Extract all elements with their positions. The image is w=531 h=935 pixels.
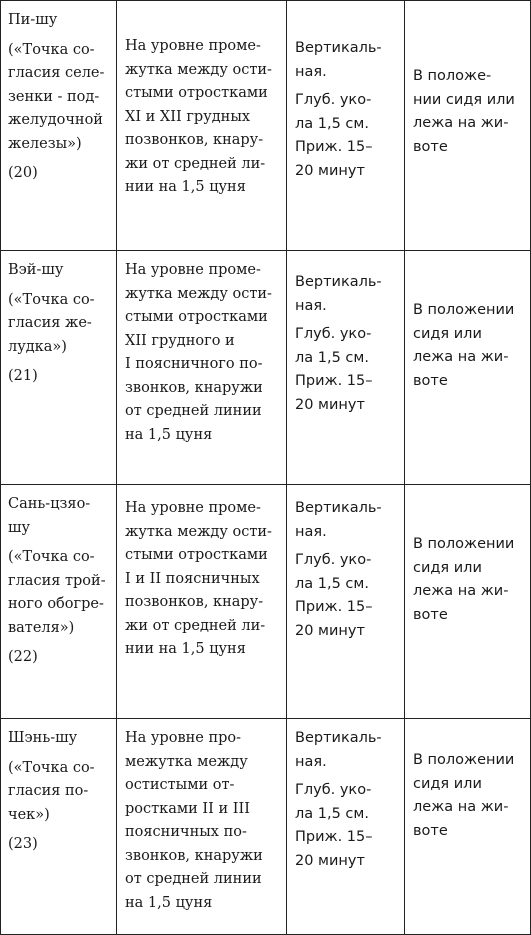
- needling-cell: [287, 251, 405, 485]
- needling-cell: [287, 1, 405, 251]
- point-number: (21): [8, 368, 38, 384]
- needling-cell: [287, 719, 405, 935]
- location-cell: На уровне проме- жутка между ости- стыми отростками XI и XII грудных позвонков, кнару- жи от средней ли- нии на 1,5 цуня: [117, 1, 287, 251]
- needle-dosage: Глуб. уко- ла 1,5 см. Приж. 15– 20 минут: [295, 782, 373, 869]
- point-meaning: («Точка со- гласия трой- ного обогре- вателя»): [8, 549, 106, 636]
- point-name: Вэй-шу: [8, 262, 64, 278]
- needle-direction: Вертикаль- ная.: [295, 500, 382, 540]
- patient-position-cell: В положении сидя или лежа на жи- воте: [405, 485, 531, 719]
- point-name: Сань-цзяо- шу: [8, 496, 91, 536]
- point-name: Пи-шу: [8, 12, 58, 28]
- table-row: [1, 719, 531, 935]
- location-cell: На уровне проме- жутка между ости- стыми отростками XII грудного и I поясничного по- звонков, кнаружи от средней линии на 1,5 цуня: [117, 251, 287, 485]
- table-row: [1, 485, 531, 719]
- point-name-cell: [1, 485, 117, 719]
- needle-direction: Вертикаль- ная.: [295, 730, 382, 770]
- needle-direction: Вертикаль- ная.: [295, 40, 382, 80]
- location-cell: На уровне про- межутка между остистыми от- ростками II и III поясничных по- звонков, кнаружи от средней линии на 1,5 цуня: [117, 719, 287, 935]
- needle-dosage: Глуб. уко- ла 1,5 см. Приж. 15– 20 минут: [295, 326, 373, 413]
- needle-direction: Вертикаль- ная.: [295, 274, 382, 314]
- point-meaning: («Точка со- гласия же- лудка»): [8, 291, 95, 355]
- point-number: (23): [8, 836, 38, 852]
- patient-position-cell: В положе- нии сидя или лежа на жи- воте: [405, 1, 531, 251]
- table-row: [1, 251, 531, 485]
- needle-dosage: Глуб. уко- ла 1,5 см. Приж. 15– 20 минут: [295, 552, 373, 639]
- location-cell: На уровне проме- жутка между ости- стыми отростками I и II поясничных позвонков, кнару- жи от средней ли- нии на 1,5 цуня: [117, 485, 287, 719]
- needling-cell: [287, 485, 405, 719]
- point-meaning: («Точка со- гласия по- чек»): [8, 759, 95, 823]
- patient-position-cell: В положении сидя или лежа на жи- воте: [405, 719, 531, 935]
- point-name-cell: [1, 251, 117, 485]
- point-number: (20): [8, 165, 38, 181]
- point-name: Шэнь-шу: [8, 730, 78, 746]
- needle-dosage: Глуб. уко- ла 1,5 см. Приж. 15– 20 минут: [295, 92, 373, 179]
- point-name-cell: [1, 1, 117, 251]
- patient-position-cell: В положении сидя или лежа на жи- воте: [405, 251, 531, 485]
- point-meaning: («Точка со- гласия селе- зенки - под- желудочной железы»): [8, 41, 105, 152]
- point-number: (22): [8, 649, 38, 665]
- point-name-cell: [1, 719, 117, 935]
- table-row: [1, 1, 531, 251]
